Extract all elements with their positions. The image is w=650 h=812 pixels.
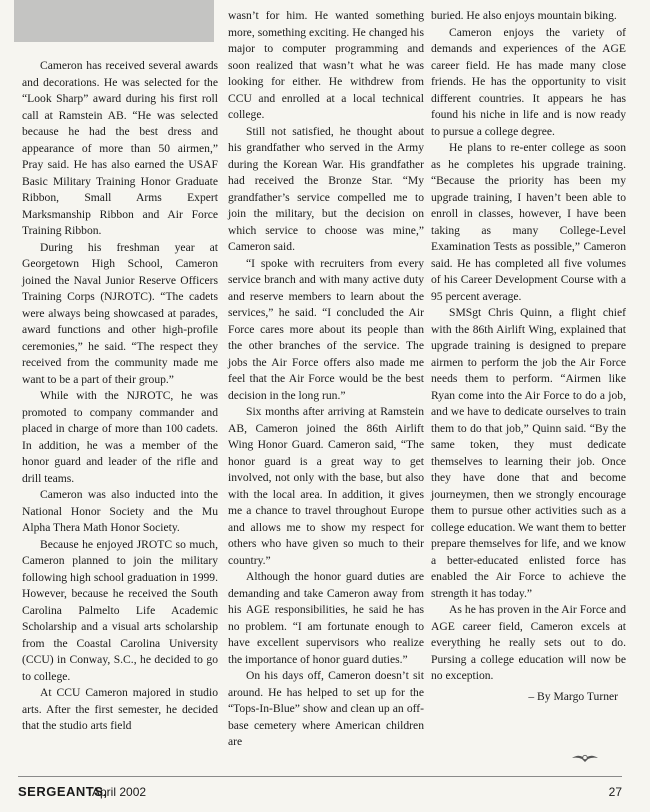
paragraph: Although the honor guard duties are demanding and take Cameron away from his AGE responsibilities, he said he has no problem. “I am fortunate enough to have excellent supervisors who realize the importance of honor guard duties.” xyxy=(228,570,424,666)
paragraph: Still not satisfied, he thought about his grandfather who served in the Army during the Korean War. His grandfather had received the Bronze Star. “My grandfather’s service compelled me to join the military, but the decision on which service to choose was mine,” Cameron said. xyxy=(228,124,424,253)
paragraph: During his freshman year at Georgetown High School, Cameron joined the Naval Junior Reserve Officers Training Corps (NJROTC). “The cadets were always being showcased at parades, award functions and other high-profile ceremonies,” he said. “The respect they received from the community made me want to be a part of their group.” xyxy=(22,240,218,386)
paragraph: SMSgt Chris Quinn, a flight chief with the 86th Airlift Wing, explained that upgrade training is designed to prepare airmen to perform the job the Air Force needs them to perform. “Airmen like Ryan come into the Air Force to do a job, and we have to dedicate ourselves to train them to do that job,” Quinn said. “By the same token, they must dedicate themselves to learning their job. Once they have done that and become journeymen, then we strongly encourage them to pursue other activities such as a college education. We want them to better prepare themselves for life, and we know a better-educated enlisted force has enabled the Air Force to achieve the strength it has today.” xyxy=(431,306,626,600)
footer-divider xyxy=(18,776,622,777)
article-column-2 xyxy=(228,8,424,751)
byline: – By Margo Turner xyxy=(528,689,618,703)
paragraph: He plans to re-enter college as soon as he completes his upgrade training. “Because the priority has been my upgrade training, I haven’t been able to enroll in classes, however, I have been taking as many College-Level Examination Tests as possible,” Cameron said. He has completed all five volumes of his Career Development Course with a 95 percent average. xyxy=(431,141,626,303)
page-number: 27 xyxy=(608,785,622,799)
page-footer xyxy=(0,776,650,812)
paragraph: On his days off, Cameron doesn’t sit around. He has helped to set up for the “Tops-In-Blue” show and clean up an off-base cemetery where American children are xyxy=(228,669,424,748)
issue-date: April 2002 xyxy=(92,785,147,799)
paragraph: While with the NJROTC, he was promoted to company commander and placed in charge of more than 100 cadets. In addition, he was a member of the honor guard and leader of the rifle and drill teams. xyxy=(22,389,218,485)
paragraph: Cameron enjoys the variety of demands and experiences of the AGE career field. He has made many close friends. He has the opportunity to visit different countries. It appears he has found his niche in life and is now ready to pursue a college degree. xyxy=(431,25,626,138)
paragraph: “I spoke with recruiters from every service branch and with many active duty and reserve members to learn about the services,” he said. “I concluded the Air Force cares more about its people than the other branches of the service. The jobs the Air Force offers also made me feel that the Air Force would be the best decision in the long run.” xyxy=(228,256,424,402)
paragraph: Cameron was also inducted into the National Honor Society and the Mu Alpha Thera Math Honor Society. xyxy=(22,488,218,534)
paragraph: As he has proven in the Air Force and AGE career field, Cameron excels at everything he really sets out to do. Pursing a college education will now be no exception. xyxy=(431,603,626,682)
article-column-1 xyxy=(22,58,218,735)
paragraph: Because he enjoyed JROTC so much, Cameron planned to join the military following high school graduation in 1999. However, because he received the South Carolina Palmelto Life Academic Scholarship and a visual arts scholarship from the Coastal Carolina University (CCU) in Conway, S.C., he decided to go to college. xyxy=(22,537,218,683)
magazine-title: SERGEANTS, xyxy=(18,784,108,799)
article-column-3 xyxy=(431,8,626,705)
paragraph: buried. He also enjoys mountain biking. xyxy=(431,9,617,22)
paragraph: Six months after arriving at Ramstein AB, Cameron joined the 86th Airlift Wing Honor Guard. Cameron said, “The honor guard is a great way to get involved, not only with the base, but also with the local area. In addition, it gives me a chance to travel throughout Europe and allows me to show my respect for others who have given so much to their country.” xyxy=(228,405,424,567)
paragraph: wasn’t for him. He wanted something more, something exciting. He changed his major to computer programming and soon realized that wasn’t what he was looking for either. He withdrew from CCU and enrolled at a local technical college. xyxy=(228,9,424,121)
gray-sidebar-box xyxy=(14,0,214,42)
paragraph: At CCU Cameron majored in studio arts. After the first semester, he decided that the studio arts field xyxy=(22,686,218,732)
winged-emblem-icon xyxy=(571,751,599,765)
paragraph: Cameron has received several awards and decorations. He was selected for the “Look Sharp” award during his first roll call at Ramstein AB. “He was selected because he had the best dress and appearance of more than 50 airmen,” Pray said. He has also earned the USAF Basic Military Training Honor Graduate Ribbon, Small Arms Expert Marksmanship Ribbon and Air Force Training Ribbon. xyxy=(22,59,218,237)
